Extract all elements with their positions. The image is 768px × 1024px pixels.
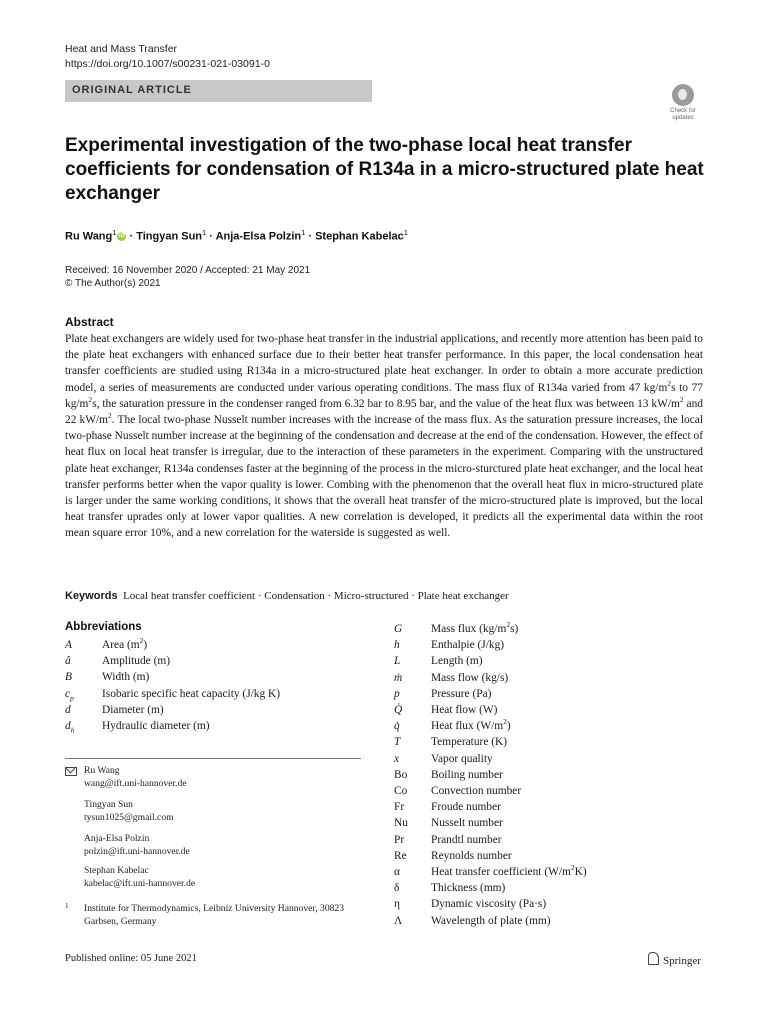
check-for-updates-badge[interactable]	[665, 84, 701, 124]
abbreviation-row	[394, 621, 724, 637]
abbreviation-description: Length (m)	[431, 655, 483, 668]
published-online: Published online: 05 June 2021	[65, 953, 197, 964]
abbreviation-row	[394, 734, 724, 750]
contact-email[interactable]: tysun1025@gmail.com	[84, 811, 174, 823]
author-affiliation-mark: 1	[301, 228, 306, 237]
abbreviation-row	[394, 896, 724, 912]
abbreviation-symbol: h	[394, 639, 400, 652]
keywords	[65, 590, 509, 602]
contact-email[interactable]: wang@ift.uni-hannover.de	[84, 777, 187, 789]
abbreviation-symbol: Re	[394, 849, 407, 862]
abbreviation-symbol: A	[65, 639, 72, 651]
abbreviation-description: Mass flow (kg/s)	[431, 671, 509, 684]
paper-title: Experimental investigation of the two-phase local heat transfer coefficients for condensation of R134a in a micro-structured plate heat exchanger	[65, 135, 704, 204]
contact-entry	[84, 833, 190, 858]
journal-header	[65, 42, 270, 72]
abbreviation-row	[394, 799, 724, 815]
publisher-name: Springer	[663, 955, 701, 967]
abbreviation-description: Wavelength of plate (mm)	[431, 914, 551, 927]
abbreviation-description: Width (m)	[102, 671, 150, 684]
abbreviation-description: Hydraulic diameter (m)	[102, 720, 210, 732]
abbreviation-row	[394, 880, 724, 896]
abbreviation-row	[394, 913, 724, 929]
abbreviation-description: Heat flow (W)	[431, 704, 498, 716]
author-separator: ·	[126, 230, 137, 243]
abbreviation-description: Dynamic viscosity (Pa·s)	[431, 898, 547, 911]
journal-name: Heat and Mass Transfer	[65, 43, 178, 55]
abbreviation-symbol: η	[394, 898, 400, 911]
abbreviation-row	[65, 686, 395, 702]
abbreviation-description: Reynolds number	[431, 849, 512, 862]
abbreviation-description: Pressure (Pa)	[431, 687, 492, 700]
abbreviation-description: Heat transfer coefficient $(W/m^2K)$	[431, 863, 587, 878]
abbreviation-symbol: d	[65, 703, 71, 716]
abbreviation-symbol: δ	[394, 882, 400, 895]
springer-horse-icon	[648, 952, 659, 965]
author-affiliation-mark: 1	[403, 228, 408, 237]
abbreviation-symbol: Q̇	[394, 704, 403, 716]
affiliation-number: 1	[65, 902, 69, 910]
abbreviation-row	[394, 848, 724, 864]
copyright: © The Author(s) 2021	[65, 278, 161, 289]
abbreviation-row	[394, 864, 724, 880]
abbreviation-row	[394, 718, 724, 734]
abbreviation-row	[394, 751, 724, 767]
contact-email[interactable]: kabelac@ift.uni-hannover.de	[84, 877, 196, 889]
author-list	[65, 228, 408, 243]
abstract-heading: Abstract	[65, 315, 114, 329]
abbreviation-symbol: L	[394, 655, 401, 668]
abbreviation-description: Enthalpie (J/kg)	[431, 639, 505, 652]
abbreviation-row	[65, 718, 395, 734]
author-name[interactable]: Stephan Kabelac	[315, 230, 404, 243]
abbreviation-row	[394, 637, 724, 653]
author-name[interactable]: Anja-Elsa Polzin	[215, 230, 302, 243]
abstract-body: Plate heat exchangers are widely used for two-phase heat transfer in the industrial applications, and recently more attention has been paid to the plate heat exchangers with enhanced surface due to their better heat transfer performance. In this paper, the local condensation heat transfer coefficients are studied using R134a in a micro-structured plate heat exchanger. In order to obtain a more accurate prediction model, a series of measurements are conducted under various operating conditions. The mass flux of R134a varied from 47 $kg/m^2s$ to 77 $kg/m^2s$, the saturation pressure in the condenser ranged from 6.32 bar to 8.95 bar, and the value of the heat flux was between 13 $kW/m^2$ and 22 $kW/m^2$. The local two-phase Nusselt number increases with the increase of the mass flux. As the saturation pressure increases, the local two-phase Nusselt number increase at the beginning of the condensation and decrease at the end of the condensation. However, the effect of heat flux on local heat transfer is irregular, due to the interaction of these parameters in the experiment. Comparing with the unstructured plate heat exchanger, R134a condenses faster at the beginning of the process in the micro-sturctured plate heat exchanger, and the local heat transfer performs better when the vapor quality is lower. Combing with the phenomenon that the overall heat flux in micro-structured plate is larger under the same working conditions, it shows that the overall heat transfer of the micro-structured plate is improved, but the local heat transfer uprades only at lower vapor qualities. A new correlation is developed, it predicts all the experimental data within the root mean square error 10%, and a new correlation for the waterside is suggested as well.	[65, 333, 703, 540]
abbreviation-description: Froude number	[431, 801, 501, 814]
abbreviation-symbol: q̇	[394, 720, 400, 733]
abbreviation-symbol: ṁ	[394, 671, 403, 684]
abbreviation-row	[65, 637, 395, 653]
article-type-banner	[65, 80, 372, 102]
abbreviation-row	[394, 815, 724, 831]
check-updates-icon	[672, 84, 694, 106]
abbreviation-symbol: Co	[394, 785, 408, 797]
author-name[interactable]: Ru Wang	[65, 230, 113, 243]
publisher-logo	[648, 952, 701, 967]
abbreviation-symbol: Nu	[394, 817, 408, 830]
author-name[interactable]: Tingyan Sun	[136, 230, 203, 243]
article-type: ORIGINAL ARTICLE	[72, 84, 192, 96]
abbreviation-description: Prandtl number	[431, 833, 502, 846]
abbreviation-description: Boiling number	[431, 768, 503, 781]
abbreviation-symbol: $d_h$	[65, 720, 75, 735]
abbreviation-description: Isobaric specific heat capacity (J/kg K)	[102, 687, 281, 700]
abbreviation-description: Diameter (m)	[102, 703, 164, 716]
abbreviation-row	[65, 653, 395, 669]
author-separator: ·	[305, 230, 316, 243]
envelope-icon	[65, 767, 77, 776]
contact-entry	[84, 799, 174, 824]
publication-dates	[65, 264, 310, 290]
abbreviation-row	[394, 767, 724, 783]
abbreviation-description: Temperature (K)	[431, 736, 508, 749]
abbreviation-row	[394, 702, 724, 718]
abbreviation-row	[394, 670, 724, 686]
abbreviation-description: Convection number	[431, 785, 522, 797]
author-affiliation-mark: 1	[202, 228, 207, 237]
abbreviation-symbol: G	[394, 623, 403, 635]
abbreviation-row	[65, 669, 395, 685]
badge-line-1: Check for	[670, 108, 696, 114]
abbreviation-description: Heat flux $(W/m^2)$	[431, 717, 511, 733]
keywords-label: Keywords	[65, 590, 118, 602]
abbreviation-description: Amplitude (m)	[102, 655, 171, 668]
abbreviation-symbol: B	[65, 671, 72, 684]
author-separator: ·	[206, 230, 216, 243]
abbreviation-symbol: p	[394, 687, 400, 700]
received-accepted: Received: 16 November 2020 / Accepted: 21 May 2021	[65, 265, 311, 276]
abbreviations-heading: Abbreviations	[65, 621, 142, 633]
abbreviation-symbol: α	[394, 866, 400, 878]
contact-name: Ru Wang	[84, 765, 120, 776]
abbreviation-description: Mass flux $(kg/m^2s)$	[431, 620, 519, 635]
abbreviation-row	[394, 653, 724, 669]
abbreviation-description: Nusselt number	[431, 817, 503, 830]
abbreviation-symbol: T	[394, 736, 401, 749]
abbreviation-symbol: Pr	[394, 833, 405, 846]
abbreviation-description: Vapor quality	[431, 752, 493, 765]
abbreviation-symbol: â	[65, 655, 71, 668]
contact-name: Anja-Elsa Polzin	[84, 833, 150, 844]
orcid-icon[interactable]: iD	[118, 233, 125, 240]
contact-name: Stephan Kabelac	[84, 865, 149, 876]
contact-name: Tingyan Sun	[84, 799, 133, 810]
badge-line-2: updates	[672, 114, 694, 121]
contact-entry	[84, 765, 187, 790]
abbreviation-symbol: Λ	[394, 914, 403, 927]
keywords-text: Local heat transfer coefficient · Condensation · Micro-structured · Plate heat exchanger	[123, 590, 509, 602]
abbreviation-row	[394, 783, 724, 799]
abbreviation-symbol: $c_p$	[65, 687, 74, 702]
doi-link[interactable]: https://doi.org/10.1007/s00231-021-03091-0	[65, 58, 270, 70]
footnote-rule	[65, 758, 361, 759]
abbreviation-row	[65, 702, 395, 718]
contact-entry	[84, 865, 195, 890]
affiliation-text: Institute for Thermodynamics, Leibniz University Hannover, 30823 Garbsen, Germany	[84, 903, 345, 927]
abbreviation-description: Thickness (mm)	[431, 882, 506, 895]
abbreviation-symbol: x	[394, 752, 400, 765]
contact-email[interactable]: polzin@ift.uni-hannover.de	[84, 845, 190, 857]
abbreviation-description: Area $(m^2)$	[102, 636, 148, 651]
abbreviation-row	[394, 686, 724, 702]
abbreviation-symbol: Fr	[394, 801, 405, 814]
abbreviation-row	[394, 832, 724, 848]
abbreviation-symbol: Bo	[394, 768, 408, 781]
author-affiliation-mark: 1	[112, 228, 117, 237]
